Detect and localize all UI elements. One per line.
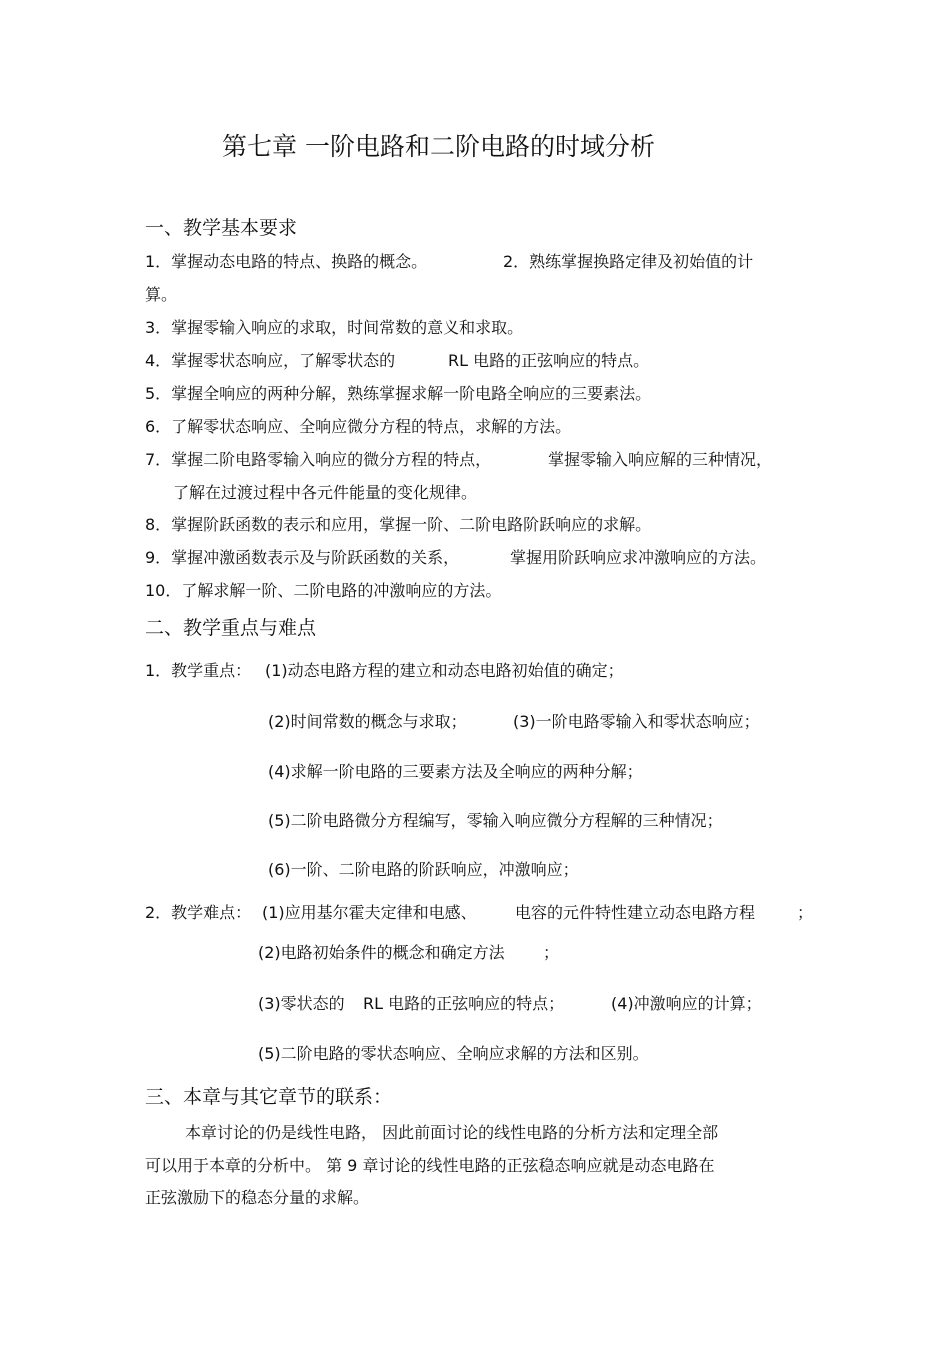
requirement-item-7-part2: 掌握零输入响应解的三种情况，	[548, 450, 773, 469]
key-point-3: (3)一阶电路零输入和零状态响应；	[513, 712, 760, 731]
chapter-title: 第七章 一阶电路和二阶电路的时域分析	[222, 132, 655, 161]
requirement-item-1: 1．掌握动态电路的特点、换路的概念。	[145, 252, 428, 271]
difficult-point-5: (5)二阶电路的零状态响应、全响应求解的方法和区别。	[258, 1044, 649, 1063]
requirement-item-2: 2．熟练掌握换路定律及初始值的计	[503, 252, 754, 271]
difficult-point-2-end: ；	[543, 943, 560, 962]
requirement-item-5: 5．掌握全响应的两种分解，熟练掌握求解一阶电路全响应的三要素法。	[145, 384, 652, 403]
key-points-label: 1．教学重点：	[145, 661, 252, 680]
difficult-point-3: (3)零状态的	[258, 994, 345, 1013]
requirement-item-3: 3．掌握零输入响应的求取，时间常数的意义和求取。	[145, 318, 524, 337]
section-heading-key-points: 二、教学重点与难点	[145, 617, 317, 639]
requirement-item-9: 9．掌握冲激函数表示及与阶跃函数的关系，	[145, 548, 460, 567]
difficult-point-1: (1)应用基尔霍夫定律和电感、	[262, 903, 477, 922]
difficult-point-2: (2)电路初始条件的概念和确定方法	[258, 943, 505, 962]
requirement-item-10: 10．了解求解一阶、二阶电路的冲激响应的方法。	[145, 581, 502, 600]
section-heading-requirements: 一、教学基本要求	[145, 217, 298, 239]
requirement-item-8: 8．掌握阶跃函数的表示和应用，掌握一阶、二阶电路阶跃响应的求解。	[145, 515, 652, 534]
relations-paragraph-line-2: 可以用于本章的分析中。 第 9 章讨论的线性电路的正弦稳态响应就是动态电路在	[145, 1156, 715, 1175]
difficult-point-1-part2: 电容的元件特性建立动态电路方程	[515, 903, 756, 922]
key-point-1: (1)动态电路方程的建立和动态电路初始值的确定；	[265, 661, 624, 680]
key-point-2: (2)时间常数的概念与求取；	[268, 712, 467, 731]
section-heading-relations: 三、本章与其它章节的联系：	[145, 1086, 393, 1108]
key-point-4: (4)求解一阶电路的三要素方法及全响应的两种分解；	[268, 762, 643, 781]
difficult-points-label: 2．教学难点：	[145, 903, 252, 922]
key-point-6: (6)一阶、二阶电路的阶跃响应，冲激响应；	[268, 860, 579, 879]
relations-paragraph-line-1: 本章讨论的仍是线性电路， 因此前面讨论的线性电路的分析方法和定理全部	[185, 1123, 719, 1142]
requirement-item-9-part2: 掌握用阶跃响应求冲激响应的方法。	[510, 548, 767, 567]
key-point-5: (5)二阶电路微分方程编写，零输入响应微分方程解的三种情况；	[268, 811, 723, 830]
difficult-point-3-cont: RL 电路的正弦响应的特点；	[363, 994, 565, 1013]
requirement-item-6: 6．了解零状态响应、全响应微分方程的特点，求解的方法。	[145, 417, 572, 436]
difficult-point-1-end: ；	[797, 903, 814, 922]
requirement-item-2-cont: 算。	[145, 285, 178, 304]
requirement-item-4-cont: RL 电路的正弦响应的特点。	[448, 351, 650, 370]
requirement-item-7: 7．掌握二阶电路零输入响应的微分方程的特点，	[145, 450, 492, 469]
requirement-item-7-cont: 了解在过渡过程中各元件能量的变化规律。	[173, 483, 478, 502]
requirement-item-4: 4．掌握零状态响应，了解零状态的	[145, 351, 396, 370]
difficult-point-4: (4)冲激响应的计算；	[611, 994, 762, 1013]
relations-paragraph-line-3: 正弦激励下的稳态分量的求解。	[145, 1188, 370, 1207]
